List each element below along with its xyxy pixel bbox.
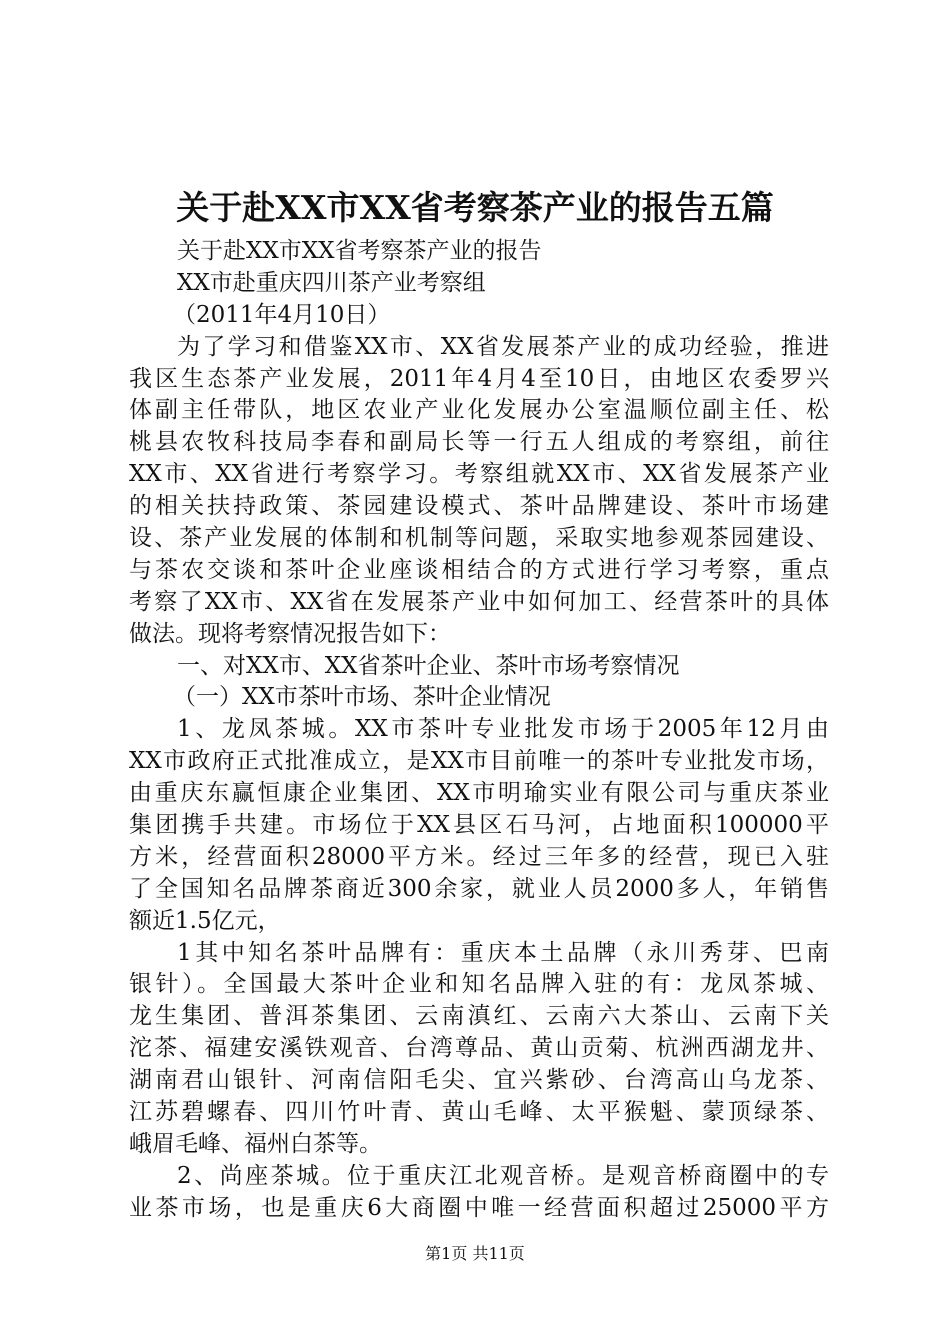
text-line: 桃县农牧科技局李春和副局长等一行五人组成的考察组，前往 <box>129 429 829 456</box>
document-title: 关于赴XX市XX省考察茶产业的报告五篇 <box>176 188 774 227</box>
text-line: 银针）。全国最大茶叶企业和知名品牌入驻的有：龙凤茶城、 <box>129 971 829 998</box>
page-footer: 第1页 共11页 <box>425 1244 525 1263</box>
text-line: 了全国知名品牌茶商近300余家，就业人员2000多人，年销售 <box>129 875 829 902</box>
text-line: 湖南君山银针、河南信阳毛尖、宜兴紫砂、台湾高山乌龙茶、 <box>129 1067 829 1094</box>
text-line: 为了学习和借鉴XX市、XX省发展茶产业的成功经验，推进 <box>177 333 829 360</box>
document-body <box>129 236 829 1225</box>
text-line: 关于赴XX市XX省考察茶产业的报告 <box>177 238 542 264</box>
text-line: （一）XX市茶叶市场、茶叶企业情况 <box>173 684 551 711</box>
text-line: 2、尚座茶城。位于重庆江北观音桥。是观音桥商圈中的专 <box>177 1162 829 1189</box>
text-line: 由重庆东赢恒康企业集团、XX市明瑜实业有限公司与重庆茶业 <box>129 780 829 807</box>
text-line: 一、对XX市、XX省茶叶企业、茶叶市场考察情况 <box>177 652 680 679</box>
text-line: 与茶农交谈和茶叶企业座谈相结合的方式进行学习考察，重点 <box>129 556 829 583</box>
text-line: 1、龙凤茶城。XX市茶叶专业批发市场于2005年12月由 <box>177 716 829 743</box>
text-line: （2011年4月10日） <box>173 301 391 328</box>
text-line: 设、茶产业发展的体制和机制等问题，采取实地参观茶园建设、 <box>129 525 829 552</box>
text-line: 1其中知名茶叶品牌有：重庆本土品牌（永川秀芽、巴南 <box>177 939 829 966</box>
text-line: 业茶市场，也是重庆6大商圈中唯一经营面积超过25000平方 <box>129 1194 829 1221</box>
text-line: 考察了XX市、XX省在发展茶产业中如何加工、经营茶叶的具体 <box>129 588 829 615</box>
text-line: XX市政府正式批准成立，是XX市目前唯一的茶叶专业批发市场， <box>129 748 829 775</box>
text-line: 的相关扶持政策、茶园建设模式、茶叶品牌建设、茶叶市场建 <box>129 493 829 520</box>
text-line: 体副主任带队，地区农业产业化发展办公室温顺位副主任、松 <box>129 397 829 424</box>
text-line: 龙生集团、普洱茶集团、云南滇红、云南六大茶山、云南下关 <box>129 1003 829 1030</box>
text-line: 方米，经营面积28000平方米。经过三年多的经营，现已入驻 <box>129 843 829 870</box>
text-line: XX市赴重庆四川茶产业考察组 <box>177 269 486 296</box>
text-line: 做法。现将考察情况报告如下： <box>129 620 451 647</box>
text-line: 我区生态茶产业发展，2011年4月4至10日，由地区农委罗兴 <box>129 365 829 392</box>
text-line: 额近1.5亿元， <box>129 907 281 934</box>
text-line: 集团携手共建。市场位于XX县区石马河，占地面积100000平 <box>129 812 829 839</box>
text-line: 沱茶、福建安溪铁观音、台湾尊品、黄山贡菊、杭洲西湖龙井、 <box>129 1035 829 1062</box>
text-line: 峨眉毛峰、福州白茶等。 <box>129 1130 382 1157</box>
text-line: 江苏碧螺春、四川竹叶青、黄山毛峰、太平猴魁、蒙顶绿茶、 <box>129 1099 829 1126</box>
text-line: XX市、XX省进行考察学习。考察组就XX市、XX省发展茶产业 <box>129 461 829 488</box>
